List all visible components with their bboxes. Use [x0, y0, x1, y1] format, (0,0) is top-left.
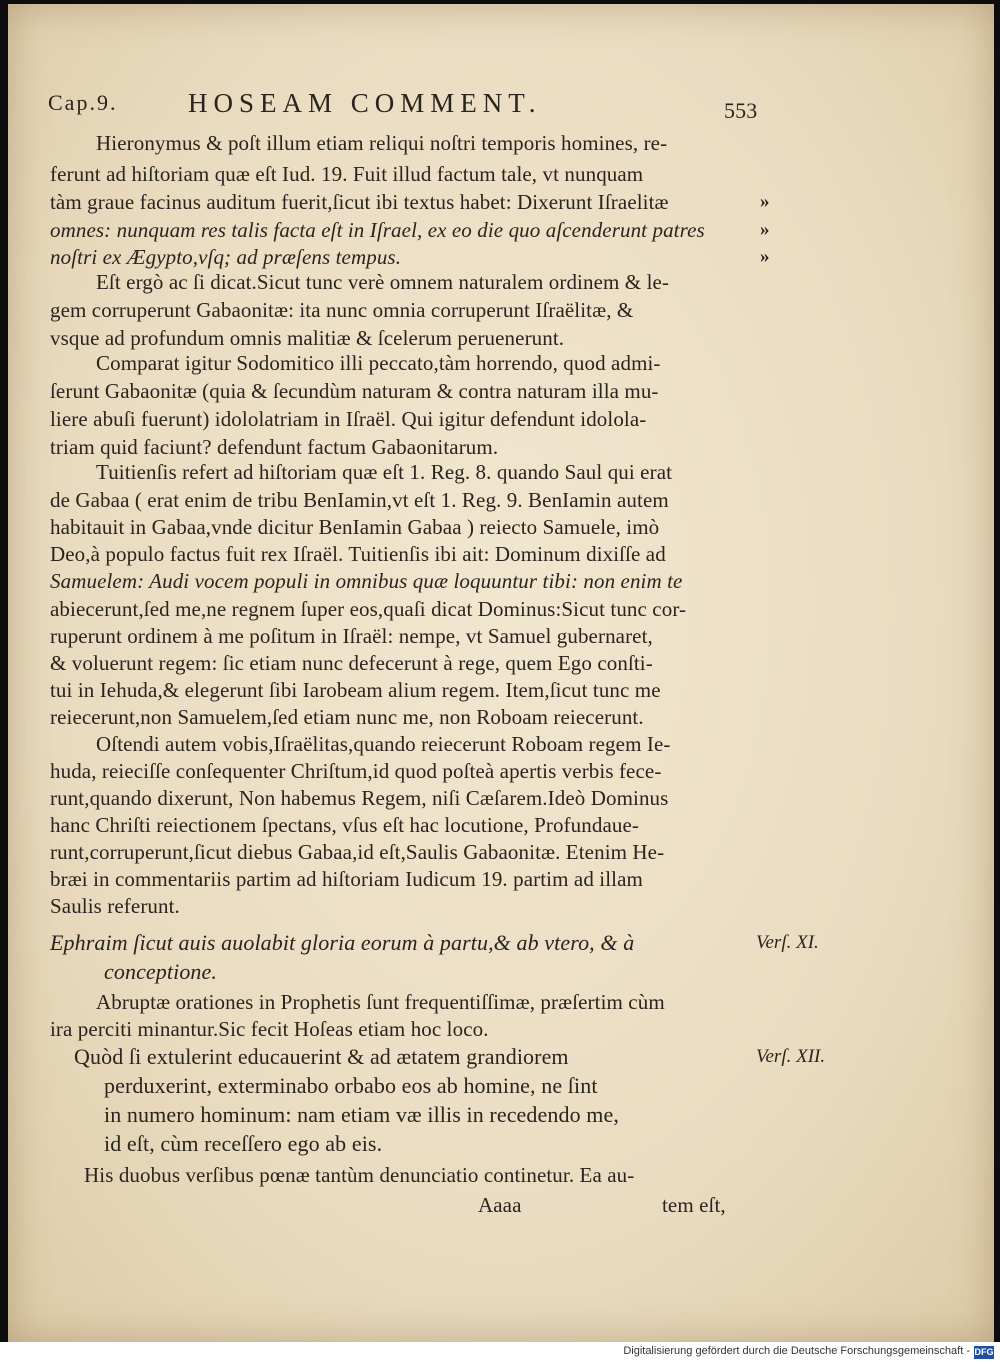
text-line: Samuelem: Audi vocem populi in omnibus quæ loquuntur tibi: non enim te [50, 569, 683, 593]
text-line: Saulis referunt. [50, 894, 180, 918]
chapter-label: Cap.9. [48, 90, 118, 115]
quote-mark: » [760, 191, 770, 212]
text-line: tàm graue facinus auditum fuerit,ſicut ibi textus habet: Dixerunt Iſraelitæ [50, 190, 669, 214]
footer-bar [0, 1342, 1000, 1364]
text-line: huda, reieciſſe conſequenter Chriſtum,id quod poſteà apertis verbis fece- [50, 759, 662, 783]
text-line: reiecerunt,non Samuelem,ſed etiam nunc me, non Roboam reiecerunt. [50, 705, 644, 729]
text-line: Deo,à populo factus fuit rex Iſraël. Tuitienſis ibi ait: Dominum dixiſſe ad [50, 542, 666, 566]
text-line: Abruptæ orationes in Prophetis ſunt frequentiſſimæ, præſertim cùm [96, 990, 665, 1014]
verse-line: id eſt, cùm receſſero ego ab eis. [104, 1131, 383, 1156]
signature-mark: Aaaa [478, 1193, 522, 1217]
margin-note-verse: Verſ. XII. [756, 1046, 826, 1067]
margin-note-verse: Verſ. XI. [756, 932, 819, 953]
text-line: gem corruperunt Gabaonitæ: ita nunc omnia corruperunt Iſraëlitæ, & [50, 298, 634, 322]
text-line: abiecerunt,ſed me,ne regnem ſuper eos,quaſi dicat Dominus:Sicut tunc cor- [50, 597, 687, 621]
verse-line: Ephraim ſicut auis auolabit gloria eorum à partu,& ab vtero, & à [50, 930, 635, 955]
text-line: Hieronymus & poſt illum etiam reliqui noſtri temporis homines, re- [96, 131, 668, 155]
text-line: ruperunt ordinem à me poſitum in Iſraël: nempe, vt Samuel gubernaret, [50, 624, 653, 648]
text-line: de Gabaa ( erat enim de tribu BenIamin,vt eſt 1. Reg. 9. BenIamin autem [50, 488, 669, 512]
running-title: HOSEAM COMMENT. [188, 88, 542, 118]
dfg-logo: DFG [974, 1347, 994, 1357]
text-line: bræi in commentariis partim ad hiſtoriam Iudicum 19. partim ad illam [50, 867, 643, 891]
book-page [8, 4, 994, 1342]
text-line: ferunt ad hiſtoriam quæ eſt Iud. 19. Fuit illud factum tale, vt nunquam [50, 162, 644, 186]
text-line: Comparat igitur Sodomitico illi peccato,tàm horrendo, quod admi- [96, 351, 661, 375]
text-line: Tuitienſis refert ad hiſtoriam quæ eſt 1. Reg. 8. quando Saul qui erat [96, 460, 673, 484]
footer-credit: Digitalisierung gefördert durch die Deutsche Forschungsgemeinschaft - [623, 1345, 970, 1357]
text-line: vsque ad profundum omnis malitiæ & ſcelerum peruenerunt. [50, 326, 565, 350]
verse-line: in numero hominum: nam etiam væ illis in recedendo me, [104, 1102, 619, 1127]
text-line: Eſt ergò ac ſi dicat.Sicut tunc verè omnem naturalem ordinem & le- [96, 270, 670, 294]
quote-mark: » [760, 246, 770, 267]
text-line: & voluerunt regem: ſic etiam nunc defecerunt à rege, quem Ego conſti- [50, 651, 653, 675]
text-line: tui in Iehuda,& elegerunt ſibi Iarobeam alium regem. Item,ſicut tunc me [50, 678, 661, 702]
text-line: ira perciti minantur.Sic fecit Hoſeas etiam hoc loco. [50, 1017, 489, 1041]
text-line: ſerunt Gabaonitæ (quia & ſecundùm naturam & contra naturam illa mu- [50, 379, 659, 403]
text-line: runt,quando dixerunt, Non habemus Regem, niſi Cæſarem.Ideò Dominus [50, 786, 669, 810]
text-line: liere abuſi fuerunt) idololatriam in Iſraël. Qui igitur defendunt idolola- [50, 407, 647, 431]
verse-line: Quòd ſi extulerint educauerint & ad ætatem grandiorem [74, 1044, 569, 1069]
verse-line: perduxerint, exterminabo orbabo eos ab homine, ne ſint [104, 1073, 598, 1098]
text-line: noſtri ex Ægypto,vſq; ad præſens tempus. [50, 245, 402, 269]
text-line: Oſtendi autem vobis,Iſraëlitas,quando reiecerunt Roboam regem Ie- [96, 732, 671, 756]
text-line: hanc Chriſti reiectionem ſpectans, vſus eſt hac locutione, Profundaue- [50, 813, 639, 837]
text-line: runt,corruperunt,ſicut diebus Gabaa,id eſt,Saulis Gabaonitæ. Etenim He- [50, 840, 665, 864]
quote-mark: » [760, 219, 770, 240]
text-line: His duobus verſibus pœnæ tantùm denunciatio continetur. Ea au- [84, 1163, 635, 1187]
catchword: tem eſt, [662, 1193, 726, 1217]
text-line: triam quid faciunt? defendunt factum Gabaonitarum. [50, 435, 499, 459]
verse-line: conceptione. [104, 959, 217, 984]
text-line: omnes: nunquam res talis facta eſt in Iſrael, ex eo die quo aſcenderunt patres [50, 218, 705, 242]
page-number: 553 [724, 98, 758, 123]
text-line: habitauit in Gabaa,vnde dicitur BenIamin Gabaa ) reiecto Samuele, imò [50, 515, 660, 539]
